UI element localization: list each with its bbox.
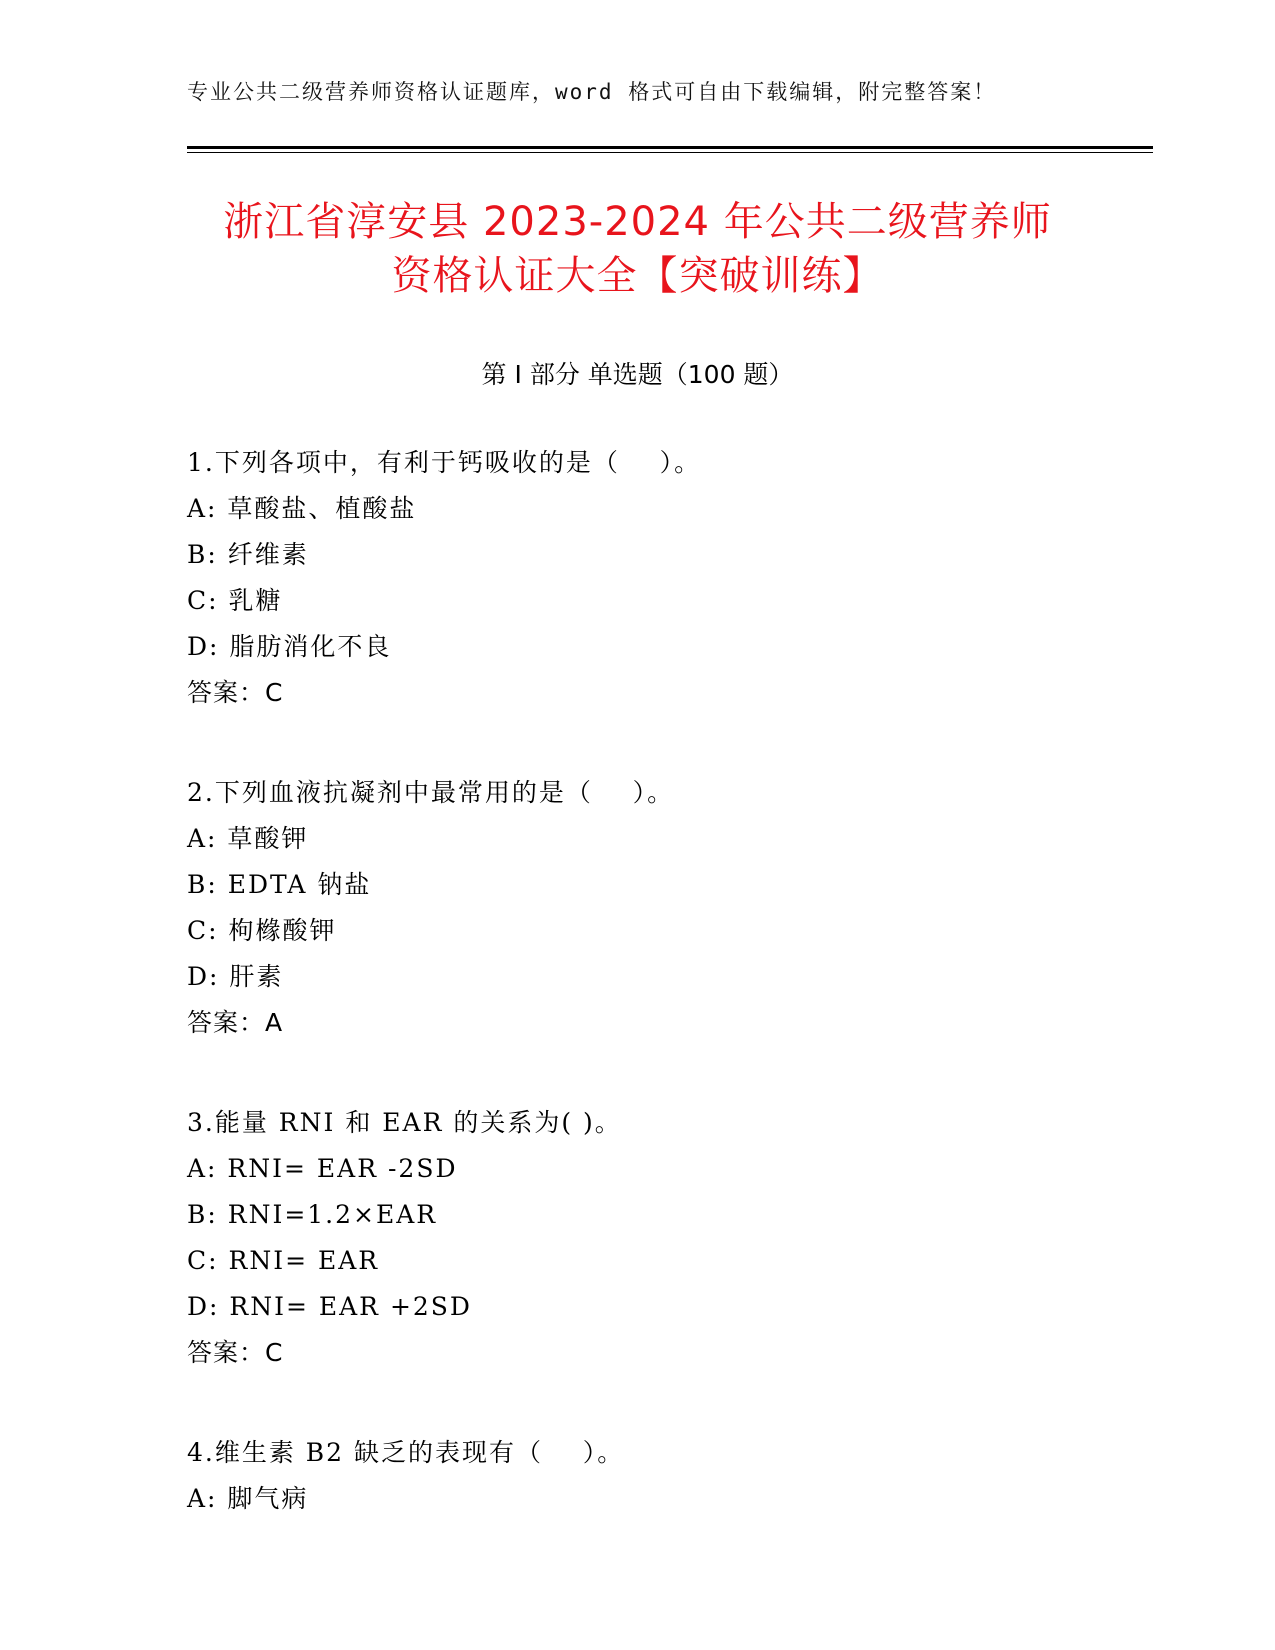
option-c: C: 枸橼酸钾 — [187, 916, 337, 945]
option-a: A: 脚气病 — [187, 1484, 309, 1513]
section-title: 第 I 部分 单选题（100 题） — [481, 360, 794, 389]
header-rule-thin — [187, 152, 1153, 153]
question-1 — [187, 440, 1137, 716]
answer: 答案：A — [187, 1008, 284, 1037]
question-3 — [187, 1100, 1137, 1376]
question-list — [187, 440, 1137, 1576]
option-d: D: 脂肪消化不良 — [187, 632, 392, 661]
document-title — [0, 195, 1275, 303]
option-a: A: 草酸钾 — [187, 824, 309, 853]
option-c: C: RNI= EAR — [187, 1246, 380, 1275]
question-stem: 4.维生素 B2 缺乏的表现有（ ）。 — [187, 1438, 625, 1467]
question-stem: 1.下列各项中，有利于钙吸收的是（ ）。 — [187, 448, 702, 477]
answer: 答案：C — [187, 1338, 284, 1367]
header-rule-thick — [187, 146, 1153, 149]
option-c: C: 乳糖 — [187, 586, 283, 615]
document-title-line-2: 资格认证大全【突破训练】 — [391, 253, 884, 299]
option-a: A: 草酸盐、植酸盐 — [187, 494, 417, 523]
option-a: A: RNI= EAR -2SD — [187, 1154, 458, 1183]
option-b: B: EDTA 钠盐 — [187, 870, 372, 899]
answer: 答案：C — [187, 678, 284, 707]
document-title-line-1: 浙江省淳安县 2023-2024 年公共二级营养师 — [223, 199, 1052, 245]
option-d: D: RNI= EAR +2SD — [187, 1292, 472, 1321]
option-d: D: 肝素 — [187, 962, 284, 991]
option-b: B: 纤维素 — [187, 540, 309, 569]
header-note: 专业公共二级营养师资格认证题库，word 格式可自由下载编辑，附完整答案！ — [187, 80, 997, 104]
option-b: B: RNI=1.2×EAR — [187, 1200, 438, 1229]
question-stem: 2.下列血液抗凝剂中最常用的是（ ）。 — [187, 778, 675, 807]
question-2 — [187, 770, 1137, 1046]
question-stem: 3.能量 RNI 和 EAR 的关系为( )。 — [187, 1108, 622, 1137]
question-4 — [187, 1430, 1137, 1522]
